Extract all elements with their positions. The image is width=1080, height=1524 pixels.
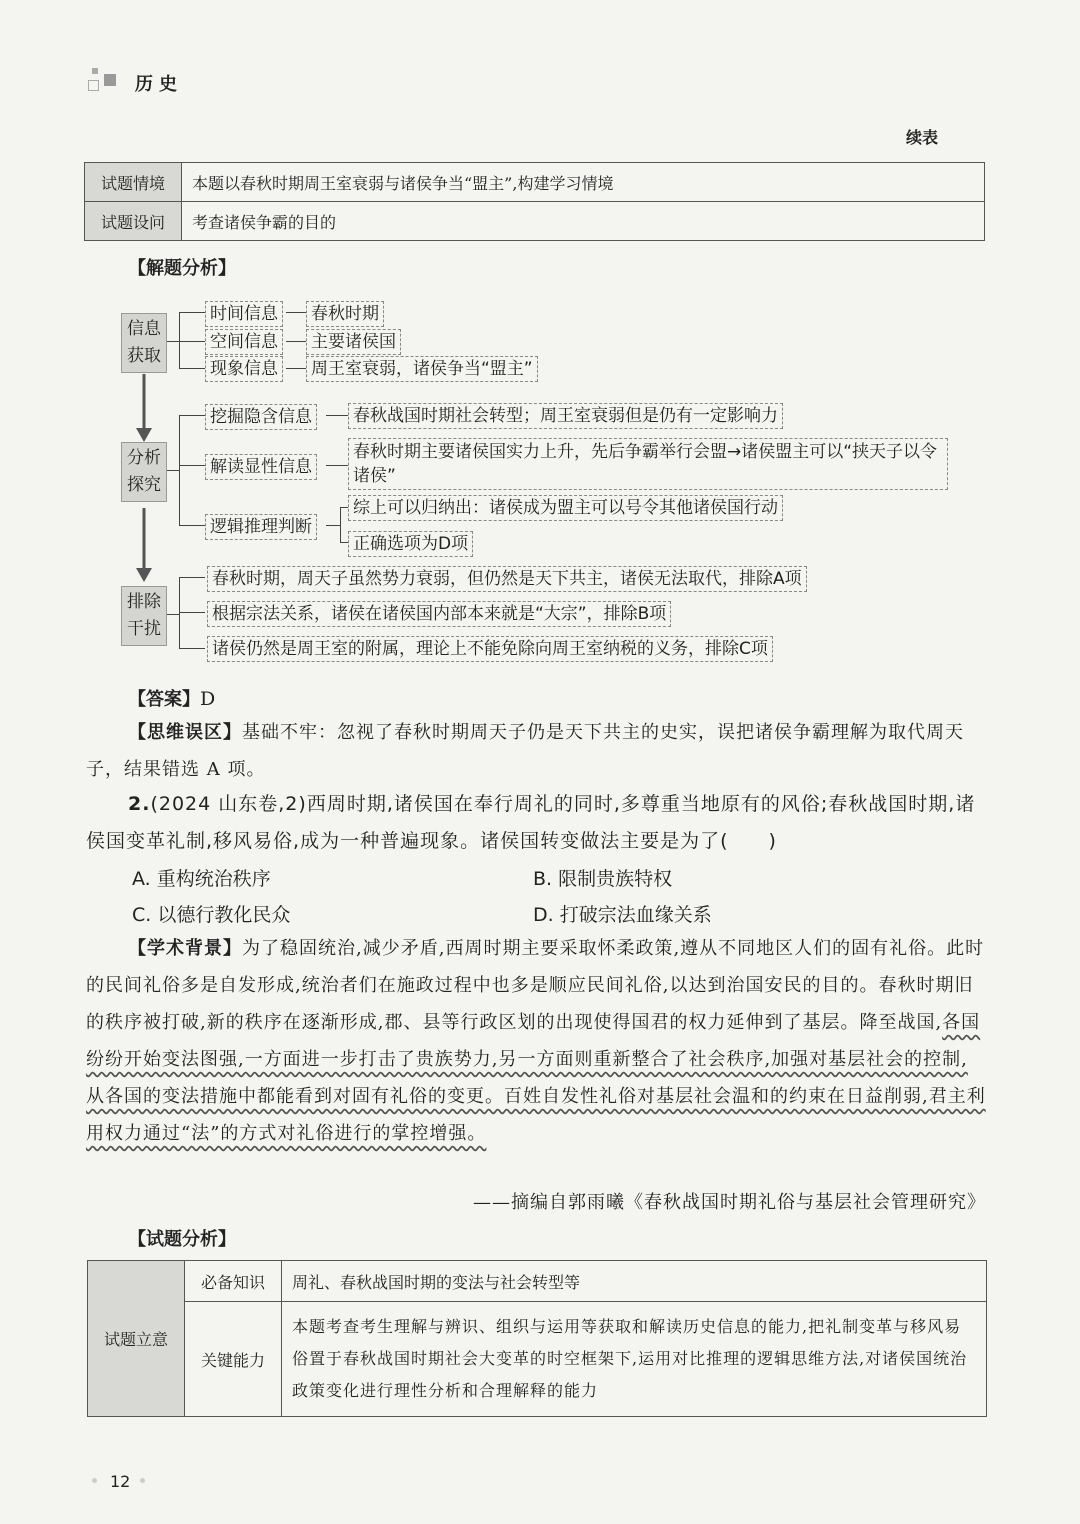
row-content: 考查诸侯争霸的目的 <box>182 202 985 241</box>
background-label: 【学术背景】 <box>128 938 242 959</box>
flow-value: 综上可以归纳出：诸侯成为盟主可以号令其他诸侯国行动 <box>348 495 783 521</box>
page-number: 12 <box>110 1472 131 1491</box>
intent-label: 试题立意 <box>88 1261 185 1417</box>
flow-label: 逻辑推理判断 <box>205 514 317 540</box>
connector-line <box>286 341 306 342</box>
background-underlined-text: 各国纷纷开始变法图强,一方面进一步打击了贵族势力,另一方面则重新整合了社会秩序,加强对基层社会的控制,从各国的变法措施中都能看到对固有礼俗的变更。百姓自发性礼俗对基层社会温和的约束在日益削弱,君主利用权力通过“法”的方式对礼俗进行的掌控增强。 <box>86 1012 986 1144</box>
category-analysis <box>121 442 167 502</box>
table-continued-label: 续表 <box>906 128 939 147</box>
row-content: 周礼、春秋战国时期的变法与社会转型等 <box>282 1261 987 1302</box>
category-info-acquire <box>121 313 167 373</box>
page-dot <box>92 1478 97 1483</box>
option-c[interactable]: C. 以德行教化民众 <box>132 904 291 926</box>
connector-line <box>286 312 306 313</box>
answer-label: 【答案】 <box>128 689 200 710</box>
option-d[interactable]: D. 打破宗法血缘关系 <box>533 904 712 926</box>
flow-label: 挖掘隐含信息 <box>205 404 317 430</box>
answer-line <box>128 685 215 711</box>
row-content: 本题考查考生理解与辨识、组织与运用等获取和解读历史信息的能力,把礼制变革与移风易俗置于春秋战国时期社会大变革的时空框架下,运用对比推理的逻辑思维方法,对诸侯国统治政策变化进行理性分析和合理解释的能力 <box>282 1302 987 1417</box>
question-number: 2. <box>128 793 151 815</box>
flow-label: 解读显性信息 <box>205 454 317 480</box>
flow-value: 春秋时期，周天子虽然势力衰弱，但仍然是天下共主，诸侯无法取代，排除A项 <box>207 566 807 592</box>
table-row <box>88 1302 987 1417</box>
connector-line <box>179 415 205 416</box>
option-b[interactable]: B. 限制贵族特权 <box>533 868 673 890</box>
flow-value: 周王室衰弱，诸侯争当“盟主” <box>306 356 538 382</box>
header-decoration <box>88 80 99 91</box>
page-dot <box>140 1478 145 1483</box>
test-analysis-heading: 【试题分析】 <box>128 1229 236 1250</box>
connector-line <box>179 312 205 313</box>
connector-line <box>179 341 205 342</box>
flow-label: 空间信息 <box>205 329 283 355</box>
flow-value: 正确选项为D项 <box>348 531 473 557</box>
flow-value: 诸侯仍然是周王室的附属，理论上不能免除向周王室纳税的义务，排除C项 <box>207 636 773 662</box>
background-text: 为了稳固统治,减少矛盾,西周时期主要采取怀柔政策,遵从不同地区人们的固有礼俗。此时的民间礼俗多是自发形成,统治者们在施政过程中也多是顺应民间礼俗,以达到治国安民的目的。春秋时期旧的秩序被打破,新的秩序在逐渐形成,郡、县等行政区划的出现使得国君的权力延伸到了基层。降至战国, <box>86 938 985 1033</box>
flow-value: 春秋时期主要诸侯国实力上升，先后争霸举行会盟→诸侯盟主可以“挟天子以令诸侯” <box>348 438 948 490</box>
flow-value: 根据宗法关系，诸侯在诸侯国内部本来就是“大宗”，排除B项 <box>207 601 671 627</box>
connector-line <box>167 614 179 615</box>
category-text: 探究 <box>127 475 161 495</box>
connector-line <box>167 470 179 471</box>
connector-line <box>326 465 348 466</box>
connector-line <box>179 577 180 649</box>
category-text: 排除 <box>127 592 161 612</box>
connector-line <box>179 415 180 526</box>
connector-line <box>179 612 205 613</box>
option-a[interactable]: A. 重构统治秩序 <box>132 868 271 890</box>
header-decoration <box>104 74 116 86</box>
connector-line <box>167 341 179 342</box>
background-source: ——摘编自郭雨曦《春秋战国时期礼俗与基层社会管理研究》 <box>473 1192 986 1213</box>
connector-line <box>326 415 348 416</box>
row-label: 关键能力 <box>185 1302 282 1417</box>
connector-line <box>286 368 306 369</box>
connector-line <box>340 542 348 543</box>
connector-line <box>179 525 205 526</box>
connector-line <box>179 577 205 578</box>
flow-label: 时间信息 <box>205 301 283 327</box>
category-eliminate <box>121 586 167 646</box>
answer-value: D <box>200 688 216 710</box>
row-label: 必备知识 <box>185 1261 282 1302</box>
connector-line <box>179 648 205 649</box>
background-paragraph <box>86 930 986 1152</box>
flow-value: 春秋时期 <box>306 301 384 327</box>
mistake-paragraph <box>86 714 986 788</box>
mistake-text: 基础不牢：忽视了春秋时期周天子仍是天下共主的史实，误把诸侯争霸理解为取代周天子，结果错选 A 项。 <box>86 722 964 780</box>
category-text: 分析 <box>127 448 161 468</box>
connector-line <box>326 525 340 526</box>
category-text: 干扰 <box>127 619 161 639</box>
category-text: 获取 <box>127 346 161 366</box>
connector-line <box>340 507 348 508</box>
connector-line <box>179 368 205 369</box>
subject-title: 历史 <box>135 74 183 95</box>
table-row <box>85 163 985 202</box>
connector-line <box>340 507 341 543</box>
question-context-table <box>84 162 985 241</box>
header-decoration <box>92 68 98 74</box>
row-label: 试题情境 <box>85 163 182 202</box>
table-row <box>88 1261 987 1302</box>
down-arrow-icon <box>133 508 155 584</box>
question-text: 西周时期,诸侯国在奉行周礼的同时,多尊重当地原有的风俗;春秋战国时期,诸侯国变革礼制,移风易俗,成为一种普遍现象。诸侯国转变做法主要是为了( ) <box>86 793 976 852</box>
test-intent-table <box>87 1260 987 1417</box>
category-text: 信息 <box>127 319 161 339</box>
down-arrow-icon <box>133 374 155 444</box>
flow-label: 现象信息 <box>205 356 283 382</box>
question-source: (2024 山东卷,2) <box>150 793 307 815</box>
connector-line <box>179 465 205 466</box>
mistake-label: 【思维误区】 <box>128 722 242 743</box>
row-label: 试题设问 <box>85 202 182 241</box>
flow-value: 春秋战国时期社会转型；周王室衰弱但是仍有一定影响力 <box>348 403 783 429</box>
analysis-heading: 【解题分析】 <box>128 258 236 279</box>
question-stem <box>86 786 986 860</box>
row-content: 本题以春秋时期周王室衰弱与诸侯争当“盟主”,构建学习情境 <box>182 163 985 202</box>
flow-value: 主要诸侯国 <box>306 329 401 355</box>
table-row <box>85 202 985 241</box>
